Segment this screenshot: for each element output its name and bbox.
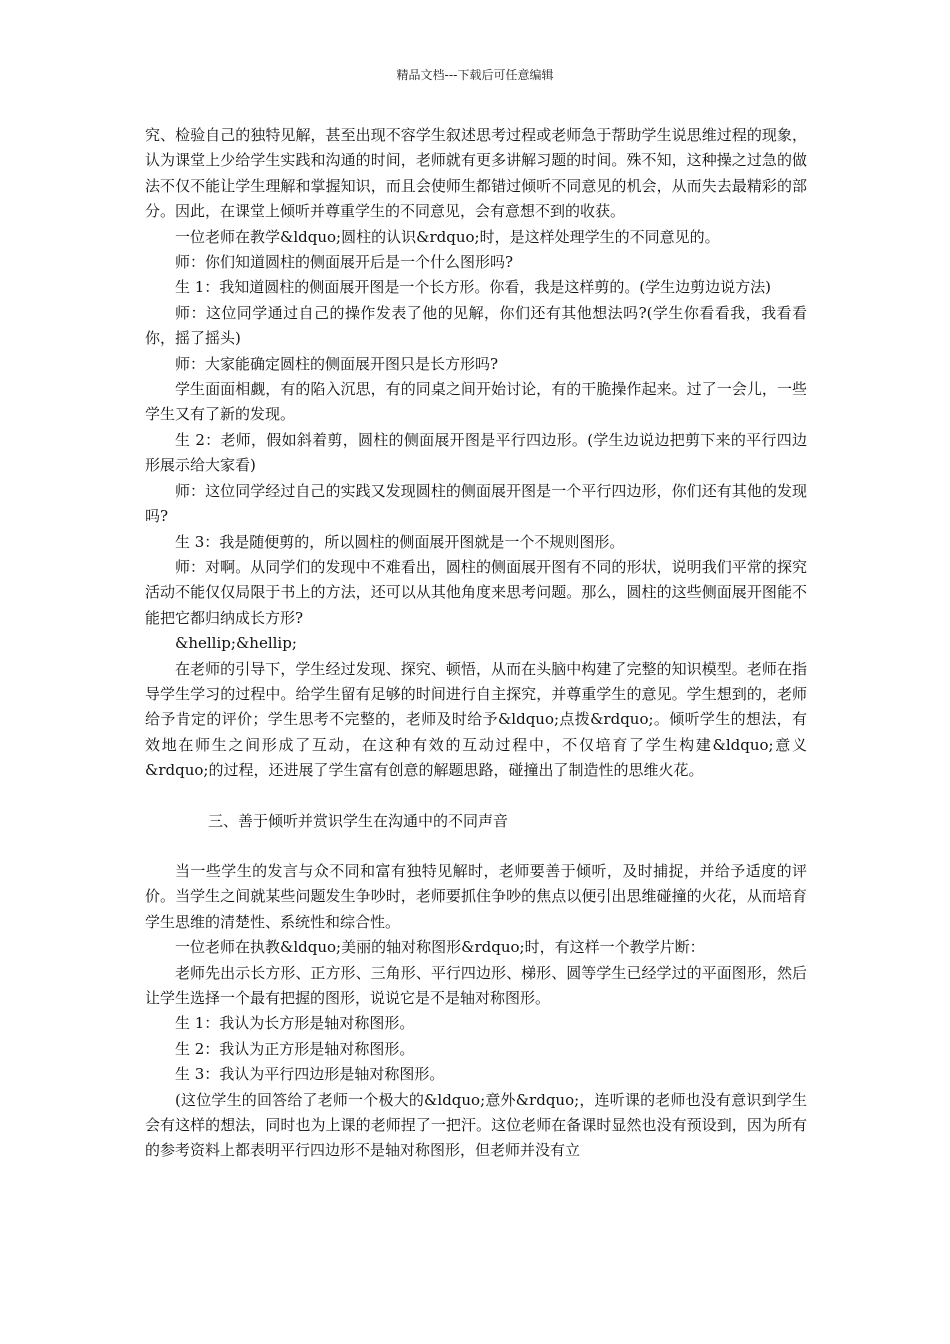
document-body [145, 123, 807, 1164]
paragraph: 生 3：我认为平行四边形是轴对称图形。 [175, 1065, 445, 1084]
paragraph: 师：这位同学经过自己的实践又发现圆柱的侧面展开图是一个平行四边形，你们还有其他的发现吗? [145, 481, 807, 526]
paragraph: 当一些学生的发言与众不同和富有独特见解时，老师要善于倾听，及时捕捉，并给予适度的评价。当学生之间就某些问题发生争吵时，老师要抓住争吵的焦点以便引出思维碰撞的火花，从而培育学生思维的清楚性、系统性和综合性。 [145, 861, 807, 931]
paragraph: 老师先出示长方形、正方形、三角形、平行四边形、梯形、圆等学生已经学过的平面图形，然后让学生选择一个最有把握的图形，说说它是不是轴对称图形。 [145, 963, 807, 1007]
paragraph: 在老师的引导下，学生经过发现、探究、顿悟，从而在头脑中构建了完整的知识模型。老师在指导学生学习的过程中。给学生留有足够的时间进行自主探究，并尊重学生的意见。学生想到的，老师给予肯定的评价；学生思考不完整的，老师及时给予&ldquo;点拨&rdquo;。倾听学生的想法，有效地在师生之间形成了互动，在这种有效的互动过程中，不仅培育了学生构建&ldquo;意义&rdquo;的过程，还进展了学生富有创意的解题思路，碰撞出了制造性的思维火花。 [145, 659, 807, 780]
ellipsis-line: &hellip;&hellip; [175, 634, 297, 653]
paragraph: 生 2：老师，假如斜着剪，圆柱的侧面展开图是平行四边形。(学生边说边把剪下来的平行四边形展示给大家看) [145, 430, 807, 475]
paragraph: 生 1：我知道圆柱的侧面展开图是一个长方形。你看，我是这样剪的。(学生边剪边说方法) [175, 278, 772, 297]
paragraph: 生 2：我认为正方形是轴对称图形。 [175, 1039, 415, 1058]
paragraph: 师：这位同学通过自己的操作发表了他的见解，你们还有其他想法吗?(学生你看看我，我看看你，摇了摇头) [145, 303, 807, 348]
paragraph: 学生面面相觑，有的陷入沉思，有的同桌之间开始讨论，有的干脆操作起来。过了一会儿，一些学生又有了新的发现。 [145, 380, 807, 424]
paragraph: 生 3：我是随便剪的，所以圆柱的侧面展开图就是一个不规则图形。 [175, 532, 625, 551]
paragraph: (这位学生的回答给了老师一个极大的&ldquo;意外&rdquo;，连听课的老师也没有意识到学生会有这样的想法，同时也为上课的老师捏了一把汗。这位老师在备课时显然也没有预设到，因为所有的参考资料上都表明平行四边形不是轴对称图形，但老师并没有立 [145, 1090, 807, 1160]
section-heading: 三、善于倾听并赏识学生在沟通中的不同声音 [208, 811, 509, 830]
paragraph: 师：你们知道圆柱的侧面展开后是一个什么图形吗? [175, 253, 514, 272]
paragraph: 一位老师在执教&ldquo;美丽的轴对称图形&rdquo;时，有这样一个教学片断： [175, 938, 705, 957]
paragraph: 师：对啊。从同学们的发现中不难看出，圆柱的侧面展开图有不同的形状，说明我们平常的探究活动不能仅仅局限于书上的方法，还可以从其他角度来思考问题。那么，圆柱的这些侧面展开图能不能把它都归纳成长方形? [145, 557, 807, 627]
page-header: 精品文档---下载后可任意编辑 [396, 68, 554, 82]
paragraph: 师：大家能确定圆柱的侧面展开图只是长方形吗? [175, 354, 499, 373]
paragraph: 生 1：我认为长方形是轴对称图形。 [175, 1014, 415, 1033]
paragraph: 究、检验自己的独特见解，甚至出现不容学生叙述思考过程或老师急于帮助学生说思维过程的现象，认为课堂上少给学生实践和沟通的时间，老师就有更多讲解习题的时间。殊不知，这种操之过急的做法不仅不能让学生理解和掌握知识，而且会使师生都错过倾听不同意见的机会，从而失去最精彩的部分。因此，在课堂上倾听并尊重学生的不同意见，会有意想不到的收获。 [145, 126, 807, 221]
paragraph: 一位老师在教学&ldquo;圆柱的认识&rdquo;时，是这样处理学生的不同意见的。 [175, 227, 720, 246]
